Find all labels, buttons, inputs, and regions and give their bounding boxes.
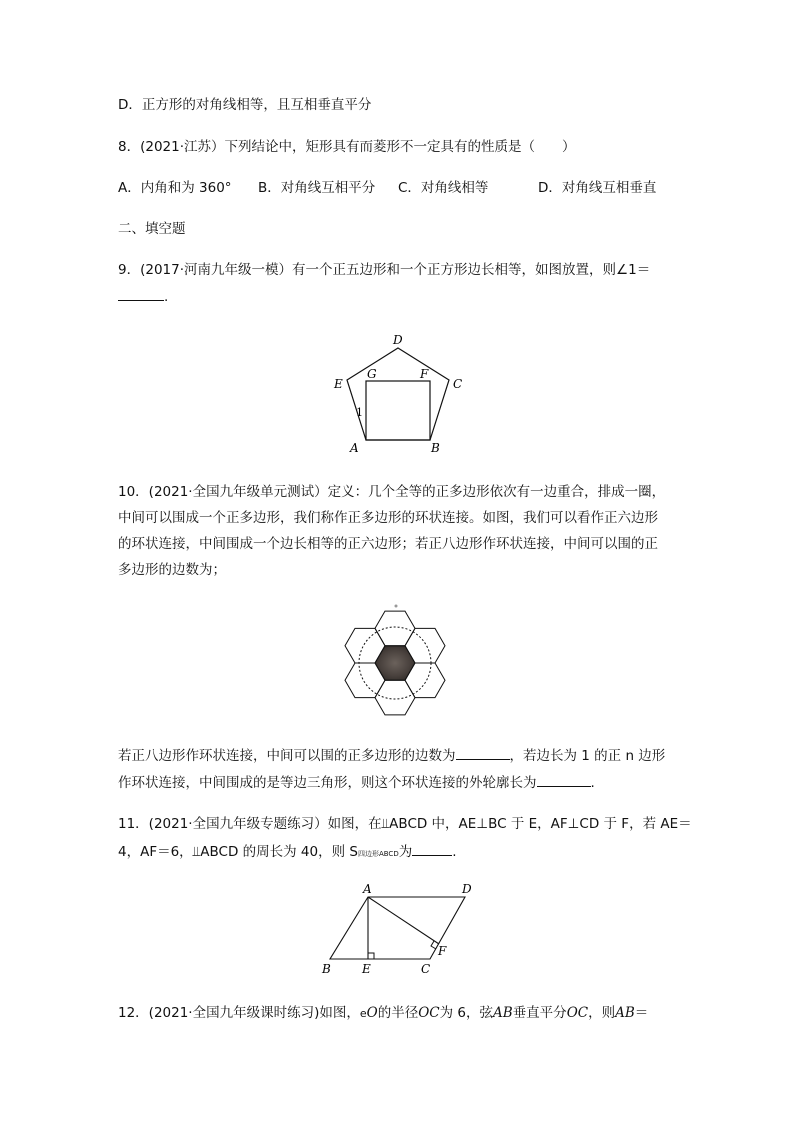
q11-line-2c: . — [452, 844, 457, 860]
q10-blank-1 — [456, 746, 510, 760]
q9-end: . — [164, 289, 169, 305]
q8-stem: 8．(2021·江苏）下列结论中，矩形具有而菱形不一定具有的性质是（ ） — [118, 139, 576, 155]
q12-p2: 的半径 — [377, 1005, 419, 1021]
q11-label-f: F — [438, 944, 447, 958]
q11-altitude-af — [368, 897, 439, 944]
q12-p3: 为 6，弦 — [439, 1005, 494, 1021]
q9-label-g: G — [367, 367, 377, 381]
section-title: 二、填空题 — [118, 221, 186, 237]
q12-p4: 垂直平分 — [512, 1005, 567, 1021]
q10-blank-2 — [537, 773, 591, 787]
q9-label-d: D — [393, 333, 403, 347]
q11-label-b: B — [322, 962, 331, 976]
q7-option-d: D．正方形的对角线相等，且互相垂直平分 — [118, 97, 372, 113]
q9-label-b: B — [431, 441, 440, 455]
q12-ab-2: AB — [615, 1005, 635, 1021]
q10-after-2a: 作环状连接，中间围成的是等边三角形，则这个环状连接的外轮廓长为 — [118, 775, 537, 791]
q8-option-a: A．内角和为 360° — [118, 180, 232, 196]
q10-ring-hexagon — [375, 680, 415, 715]
q11-label-d: D — [462, 882, 472, 896]
q12-p1: 12．(2021·全国九年级课时练习)如图， — [118, 1005, 360, 1021]
q9-label-a: A — [350, 441, 359, 455]
q10-center-hexagon — [375, 646, 415, 681]
q10-dot — [395, 605, 398, 608]
q9-label-f: F — [420, 367, 429, 381]
q11-line-2b: 为 — [398, 844, 413, 860]
q11-line-2a: 4，AF＝6，⫫ABCD 的周长为 40，则 S — [118, 844, 358, 860]
q10-line-5 — [118, 746, 665, 765]
q11-blank — [412, 842, 452, 856]
q10-line-6 — [118, 773, 595, 792]
q12-oc-2: OC — [566, 1005, 589, 1021]
q8-option-c: C．对角线相等 — [398, 180, 489, 196]
q9-label-1: 1 — [356, 406, 363, 419]
q11-right-angle-e — [368, 953, 374, 959]
q9-square — [366, 381, 430, 440]
q11-label-e: E — [362, 962, 371, 976]
q9-label-e: E — [334, 377, 343, 391]
q12-p6: ＝ — [634, 1005, 649, 1021]
q10-ring-hexagon — [375, 611, 415, 646]
q10-line-2: 中间可以围成一个正多边形，我们称作正多边形的环状连接。如图，我们可以看作正六边形 — [118, 510, 658, 526]
q8-options — [118, 179, 656, 197]
q10-after-1a: 若正八边形作环状连接，中间可以围的正多边形的边数为 — [118, 748, 456, 764]
q10-figure — [337, 604, 457, 722]
q8-option-b: B．对角线互相平分 — [258, 180, 376, 196]
q10-line-4: 多边形的边数为； — [118, 562, 226, 578]
q11-figure — [315, 880, 480, 978]
q9-pentagon — [347, 348, 449, 440]
q11-line-2 — [118, 842, 457, 863]
q10-line-1: 10．(2021·全国九年级单元测试）定义：几个全等的正多边形依次有一边重合，排成一圈， — [118, 484, 666, 500]
q12-oc: OC — [418, 1005, 440, 1021]
q12-p5: ，则 — [588, 1005, 616, 1021]
q12-line — [118, 1004, 648, 1023]
q9-answer-line — [118, 287, 168, 306]
q10-after-2b: . — [590, 775, 595, 791]
q10-line-3: 的环状连接，中间围成一个边长相等的正六边形；若正八边形作环状连接，中间可以围的正 — [118, 536, 658, 552]
q9-stem: 9．(2017·河南九年级一模）有一个正五边形和一个正方形边长相等，如图放置，则∠1＝ — [118, 262, 651, 278]
q11-label-c: C — [421, 962, 431, 976]
q8-option-d: D．对角线互相垂直 — [538, 180, 657, 196]
q9-label-c: C — [453, 377, 463, 391]
q11-subscript: 四边形ABCD — [357, 850, 399, 858]
q12-circ: e — [359, 1007, 367, 1020]
q11-right-angle-f — [431, 941, 436, 949]
q12-ab: AB — [493, 1005, 513, 1021]
q12-o: O — [366, 1005, 378, 1021]
q11-line-1: 11．(2021·全国九年级专题练习）如图，在⫫ABCD 中，AE⊥BC 于 E，AF⊥CD 于 F，若 AE＝ — [118, 816, 692, 832]
q9-blank — [118, 287, 164, 301]
q11-label-a: A — [363, 882, 372, 896]
q10-after-1b: ，若边长为 1 的正 n 边形 — [509, 748, 666, 764]
q9-figure — [325, 328, 475, 458]
